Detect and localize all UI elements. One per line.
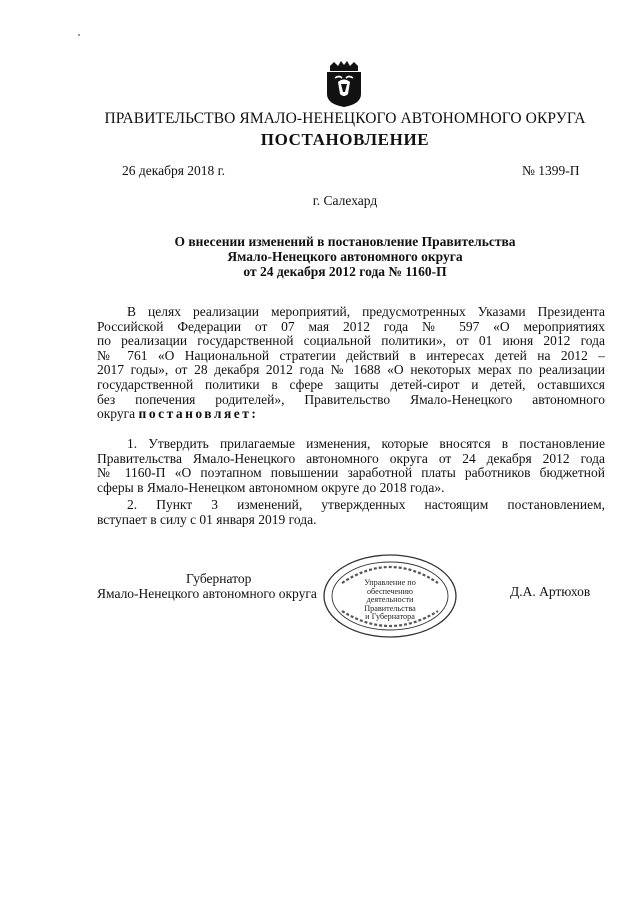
document-type: ПОСТАНОВЛЕНИЕ <box>260 130 430 149</box>
stamp-text <box>354 579 426 622</box>
text-line: 1. Утвердить прилагаемые изменения, которые вносятся в постановление <box>127 437 605 451</box>
clause-2-paragraph <box>97 498 605 527</box>
text-line: сферы в Ямало-Ненецком автономном округе до 2018 года». <box>97 480 445 495</box>
text-line: вступает в силу с 01 января 2019 года. <box>97 512 317 527</box>
document-number: № 1399-П <box>522 163 580 178</box>
document-subject <box>100 234 590 279</box>
text-line: государственной политики в сфере защиты детей-сирот и детей, оставшихся <box>97 377 605 392</box>
subject-line: от 24 декабря 2012 года № 1160-П <box>243 264 447 279</box>
stamp-line: деятельности <box>366 595 414 605</box>
signatory-region: Ямало-Ненецкого автономного округа <box>97 586 317 601</box>
scan-speck <box>78 34 80 36</box>
subject-line: О внесении изменений в постановление Правительства <box>174 234 516 249</box>
stamp-line: обеспечению <box>366 586 414 596</box>
stamp-line: и Губернатора <box>365 612 415 622</box>
decree-verb: постановляет: <box>138 407 259 422</box>
coat-of-arms-icon <box>321 58 367 108</box>
government-name: ПРАВИТЕЛЬСТВО ЯМАЛО-НЕНЕЦКОГО АВТОНОМНОГО ОКРУГА <box>104 110 586 127</box>
text-fragment: округа <box>97 407 139 422</box>
stamp-line: Правительства <box>364 603 416 613</box>
stamp-line: Управление по <box>364 578 416 587</box>
text-line: Российской Федерации от 07 мая 2012 года № 597 «О мероприятиях <box>97 319 605 334</box>
clause-1-paragraph <box>97 437 605 495</box>
text-line: № 1160-П «О поэтапном повышении заработной платы работников бюджетной <box>97 466 605 481</box>
document-city: г. Салехард <box>312 193 378 208</box>
text-line: № 761 «О Национальной стратегии действий в интересах детей на 2012 – <box>97 348 605 363</box>
text-line: В целях реализации мероприятий, предусмотренных Указами Президента <box>127 305 605 319</box>
text-line: 2. Пункт 3 изменений, утвержденных настоящим постановлением, <box>127 498 605 512</box>
signatory-title: Губернатор <box>186 571 252 586</box>
preamble-paragraph <box>97 305 605 422</box>
text-line: 2017 годы», от 28 декабря 2012 года № 1688 «О некоторых мерах по реализации <box>97 363 605 378</box>
text-line: Правительства Ямало-Ненецкого автономного округа от 24 декабря 2012 года <box>97 451 605 466</box>
text-line: без попечения родителей», Правительство Ямало-Ненецкого автономного <box>97 392 605 407</box>
text-line <box>97 407 605 422</box>
document-date: 26 декабря 2018 г. <box>122 163 226 178</box>
signatory-name: Д.А. Артюхов <box>510 584 591 599</box>
subject-line: Ямало-Ненецкого автономного округа <box>227 249 463 264</box>
text-line: по реализации государственной социальной политики», от 01 июня 2012 года <box>97 334 605 349</box>
